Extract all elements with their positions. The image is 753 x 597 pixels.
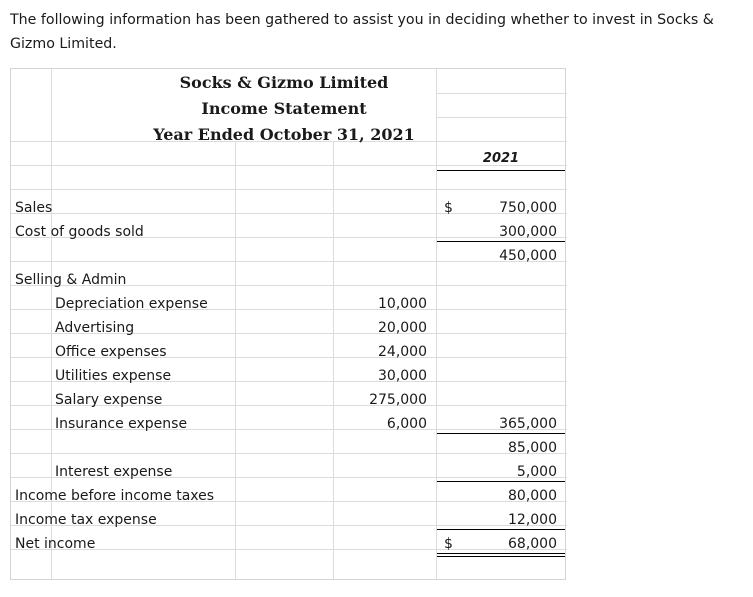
sales-currency: $: [444, 200, 453, 216]
intro-paragraph: The following information has been gathered to assist you in deciding whether to invest in Socks & Gizmo Limited.: [10, 12, 714, 52]
office-expenses-label: Office expenses: [55, 344, 167, 360]
income-before-tax-label: Income before income taxes: [15, 488, 215, 504]
utilities-label: Utilities expense: [55, 368, 172, 384]
insurance-amount: 6,000: [386, 416, 427, 432]
total-selling-admin-amount: 365,000: [499, 416, 557, 432]
net-income-amount: 68,000: [508, 536, 557, 552]
gross-profit-amount: 450,000: [499, 248, 557, 264]
insurance-label: Insurance expense: [55, 416, 188, 432]
depreciation-label: Depreciation expense: [55, 296, 208, 312]
company-name: Socks & Gizmo Limited: [179, 73, 389, 92]
year-column-header: 2021: [482, 151, 520, 166]
net-income-label: Net income: [15, 536, 96, 552]
income-tax-amount: 12,000: [508, 512, 557, 528]
income-statement-sheet: [10, 68, 566, 580]
sales-amount: 750,000: [499, 200, 557, 216]
advertising-label: Advertising: [55, 320, 135, 336]
depreciation-amount: 10,000: [378, 296, 427, 312]
interest-expense-label: Interest expense: [55, 464, 173, 480]
cogs-amount: 300,000: [499, 224, 557, 240]
operating-income-amount: 85,000: [508, 440, 557, 456]
income-tax-label: Income tax expense: [15, 512, 157, 528]
net-income-currency: $: [444, 536, 453, 552]
statement-title: Income Statement: [201, 99, 367, 118]
advertising-amount: 20,000: [378, 320, 427, 336]
office-expenses-amount: 24,000: [378, 344, 427, 360]
utilities-amount: 30,000: [378, 368, 427, 384]
selling-admin-label: Selling & Admin: [15, 272, 127, 288]
interest-expense-amount: 5,000: [516, 464, 557, 480]
salary-label: Salary expense: [55, 392, 163, 408]
statement-period: Year Ended October 31, 2021: [153, 125, 415, 144]
cogs-label: Cost of goods sold: [15, 224, 144, 240]
income-before-tax-amount: 80,000: [508, 488, 557, 504]
salary-amount: 275,000: [369, 392, 427, 408]
sales-label: Sales: [15, 200, 53, 216]
